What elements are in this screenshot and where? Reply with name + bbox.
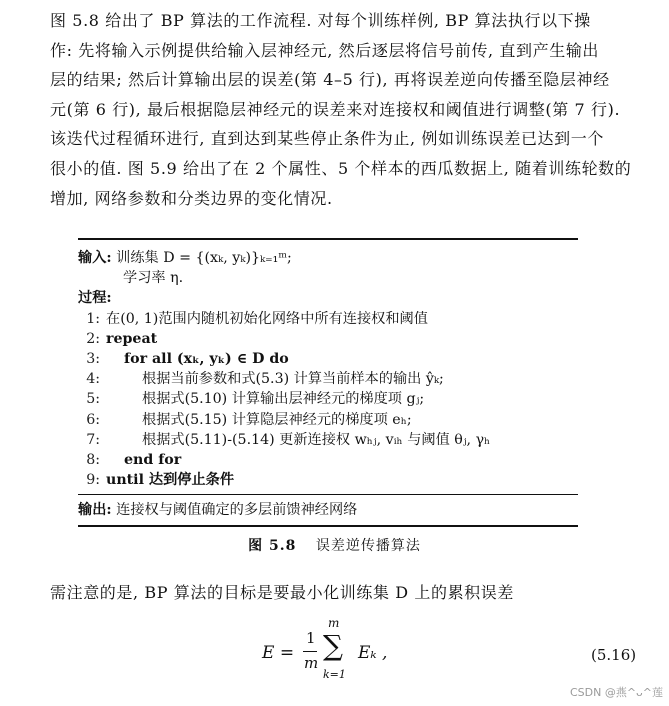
- output-text: 连接权与阈值确定的多层前馈神经网络: [116, 502, 358, 519]
- equation-lhs: E =: [262, 643, 295, 663]
- input-label: 输入:: [78, 250, 112, 266]
- step-row: [78, 410, 578, 430]
- note-paragraph: 需注意的是, BP 算法的目标是要最小化训练集 D 上的累积误差: [50, 583, 514, 602]
- step-number: 2:: [86, 330, 100, 347]
- step-row: [78, 329, 578, 349]
- fraction-denominator: m: [304, 654, 319, 672]
- figure-title: 误差逆传播算法: [315, 538, 421, 554]
- intro-line: 增加, 网络参数和分类边界的变化情况.: [50, 188, 333, 208]
- output-label: 输出:: [78, 502, 112, 519]
- step-text: for all (xₖ, yₖ) ∈ D do: [124, 351, 289, 368]
- step-text: 根据式(5.10) 计算输出层神经元的梯度项 gⱼ;: [142, 391, 425, 408]
- intro-line: 作: 先将输入示例提供给输入层神经元, 然后逐层将信号前传, 直到产生输出: [50, 40, 600, 60]
- intro-line: 该迭代过程循环进行, 直到达到某些停止条件为止, 例如训练误差已达到一个: [50, 129, 604, 149]
- intro-line: 图 5.8 给出了 BP 算法的工作流程. 对每个训练样例, BP 算法执行以下操: [50, 11, 591, 30]
- equation-number: (5.16): [591, 646, 637, 664]
- step-text: 在(0, 1)范围内随机初始化网络中所有连接权和阈值: [106, 310, 428, 327]
- step-row: [78, 389, 578, 409]
- step-row: [78, 470, 578, 490]
- step-number: 7:: [86, 431, 100, 448]
- step-text: 根据当前参数和式(5.3) 计算当前样本的输出 ŷₖ;: [142, 371, 444, 388]
- step-number: 1:: [86, 310, 100, 327]
- input-dataset: 训练集 D = {(xₖ, yₖ)}ₖ₌₁ᵐ;: [116, 250, 292, 266]
- step-row: [78, 349, 578, 369]
- step-text: 根据式(5.15) 计算隐层神经元的梯度项 eₕ;: [142, 411, 412, 428]
- step-row: [78, 430, 578, 450]
- algorithm-box: [78, 238, 578, 527]
- step-number: 4:: [86, 371, 100, 388]
- intro-line: 层的结果; 然后计算输出层的误差(第 4–5 行), 再将误差逆向传播至隐层神经: [50, 70, 610, 90]
- step-number: 5:: [86, 391, 100, 408]
- step-row: [78, 450, 578, 470]
- fraction-bar: [303, 651, 317, 652]
- step-number: 6:: [86, 411, 100, 428]
- figure-caption: [0, 535, 669, 555]
- step-text: until 达到停止条件: [106, 472, 235, 489]
- sum-lower-limit: k=1: [323, 668, 346, 681]
- input-row: [78, 248, 578, 268]
- sum-symbol: ∑: [323, 629, 343, 662]
- step-number: 3:: [86, 351, 100, 368]
- step-text: end for: [124, 452, 182, 469]
- equation-term: Eₖ ,: [358, 643, 388, 663]
- figure-number: 图 5.8: [248, 538, 297, 554]
- input-row-2: [78, 268, 578, 288]
- step-row: [78, 369, 578, 389]
- step-text: 根据式(5.11)-(5.14) 更新连接权 wₕⱼ, vᵢₕ 与阈值 θⱼ, γₕ: [142, 431, 491, 448]
- watermark: CSDN @燕^ᴗ^莲: [569, 686, 663, 699]
- fraction-numerator: 1: [306, 629, 316, 647]
- step-number: 8:: [86, 452, 100, 469]
- algorithm-body: [78, 240, 578, 490]
- input-learning-rate: 学习率 η.: [123, 270, 184, 287]
- process-row: [78, 288, 578, 308]
- step-text: repeat: [106, 330, 158, 347]
- intro-paragraph: [50, 6, 650, 213]
- bottom-rule: [78, 525, 578, 527]
- intro-line: 元(第 6 行), 最后根据隐层神经元的误差来对连接权和阈值进行调整(第 7 行).: [50, 99, 621, 119]
- intro-line: 很小的值. 图 5.9 给出了在 2 个属性、5 个样本的西瓜数据上, 随着训练轮数的: [50, 158, 632, 178]
- output-row: [78, 495, 578, 525]
- step-number: 9:: [86, 472, 100, 489]
- equation: [262, 616, 462, 690]
- process-label: 过程:: [78, 290, 112, 307]
- sum-upper-limit: m: [328, 616, 340, 630]
- step-row: [78, 309, 578, 329]
